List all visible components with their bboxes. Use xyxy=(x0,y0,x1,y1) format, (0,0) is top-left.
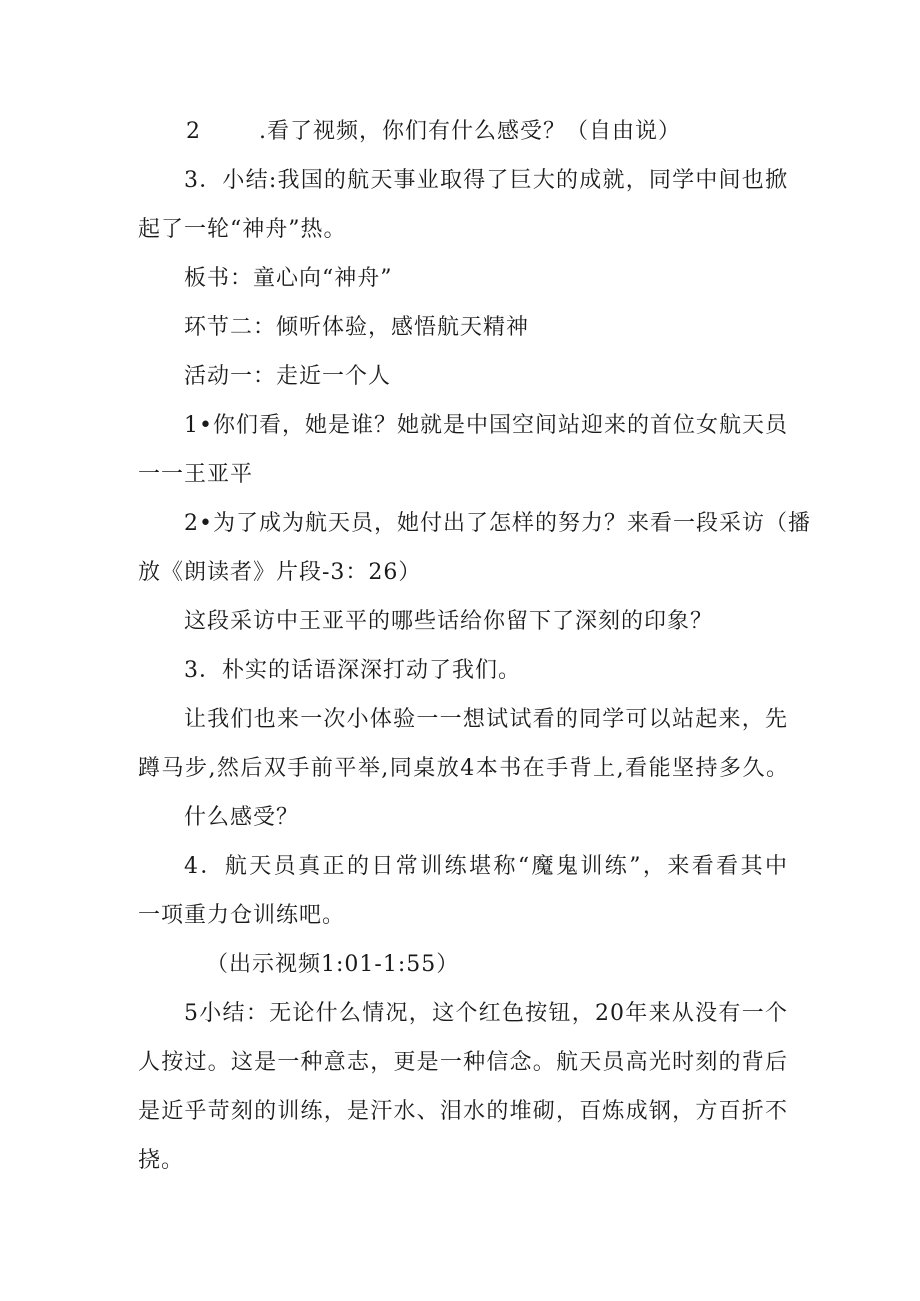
paragraph-line-14: 蹲马步,然后双手前平举,同桌放4本书在手背上,看能坚持多久。 xyxy=(138,756,788,781)
paragraph-line-12: 3．朴实的话语深深打动了我们。 xyxy=(184,658,521,683)
item-text: .看了视频，你们有什么感受？（自由说） xyxy=(259,119,681,144)
paragraph-line-9: 2•为了成为航天员，她付出了怎样的努力？来看一段采访（播 xyxy=(184,511,811,536)
paragraph-line-19: 5小结：无论什么情况，这个红色按钮，20年来从没有一个 xyxy=(184,1001,788,1026)
paragraph-line-22: 挠。 xyxy=(138,1148,185,1173)
paragraph-line-1 xyxy=(186,117,681,147)
paragraph-line-4: 板书：童心向“神舟” xyxy=(184,266,393,291)
paragraph-line-10: 放《朗读者》片段-3：26） xyxy=(138,560,422,585)
paragraph-line-11: 这段采访中王亚平的哪些话给你留下了深刻的印象？ xyxy=(184,609,714,634)
paragraph-line-17: 一项重力仓训练吧。 xyxy=(138,903,346,928)
paragraph-line-18: （出示视频1:01-1:55） xyxy=(206,952,460,977)
paragraph-line-5: 环节二：倾听体验，感悟航天精神 xyxy=(184,315,530,340)
paragraph-line-2: 3．小结:我国的航天事业取得了巨大的成就，同学中间也掀 xyxy=(184,168,788,193)
paragraph-line-16: 4．航天员真正的日常训练堪称“魔鬼训练”，来看看其中 xyxy=(184,854,788,879)
paragraph-line-20: 人按过。这是一种意志，更是一种信念。航天员高光时刻的背后 xyxy=(138,1050,788,1075)
paragraph-line-7: 1•你们看，她是谁？她就是中国空间站迎来的首位女航天员 xyxy=(184,413,788,438)
paragraph-line-3: 起了一轮“神舟”热。 xyxy=(138,217,347,242)
item-number: 2 xyxy=(186,119,201,144)
paragraph-line-21: 是近乎苛刻的训练，是汗水、泪水的堆砌，百炼成钢，方百折不 xyxy=(138,1099,788,1124)
paragraph-line-13: 让我们也来一次小体验一一想试试看的同学可以站起来，先 xyxy=(184,707,788,732)
paragraph-line-15: 什么感受？ xyxy=(184,805,300,830)
paragraph-line-6: 活动一：走近一个人 xyxy=(184,364,392,389)
paragraph-line-8: 一一王亚平 xyxy=(138,462,254,487)
